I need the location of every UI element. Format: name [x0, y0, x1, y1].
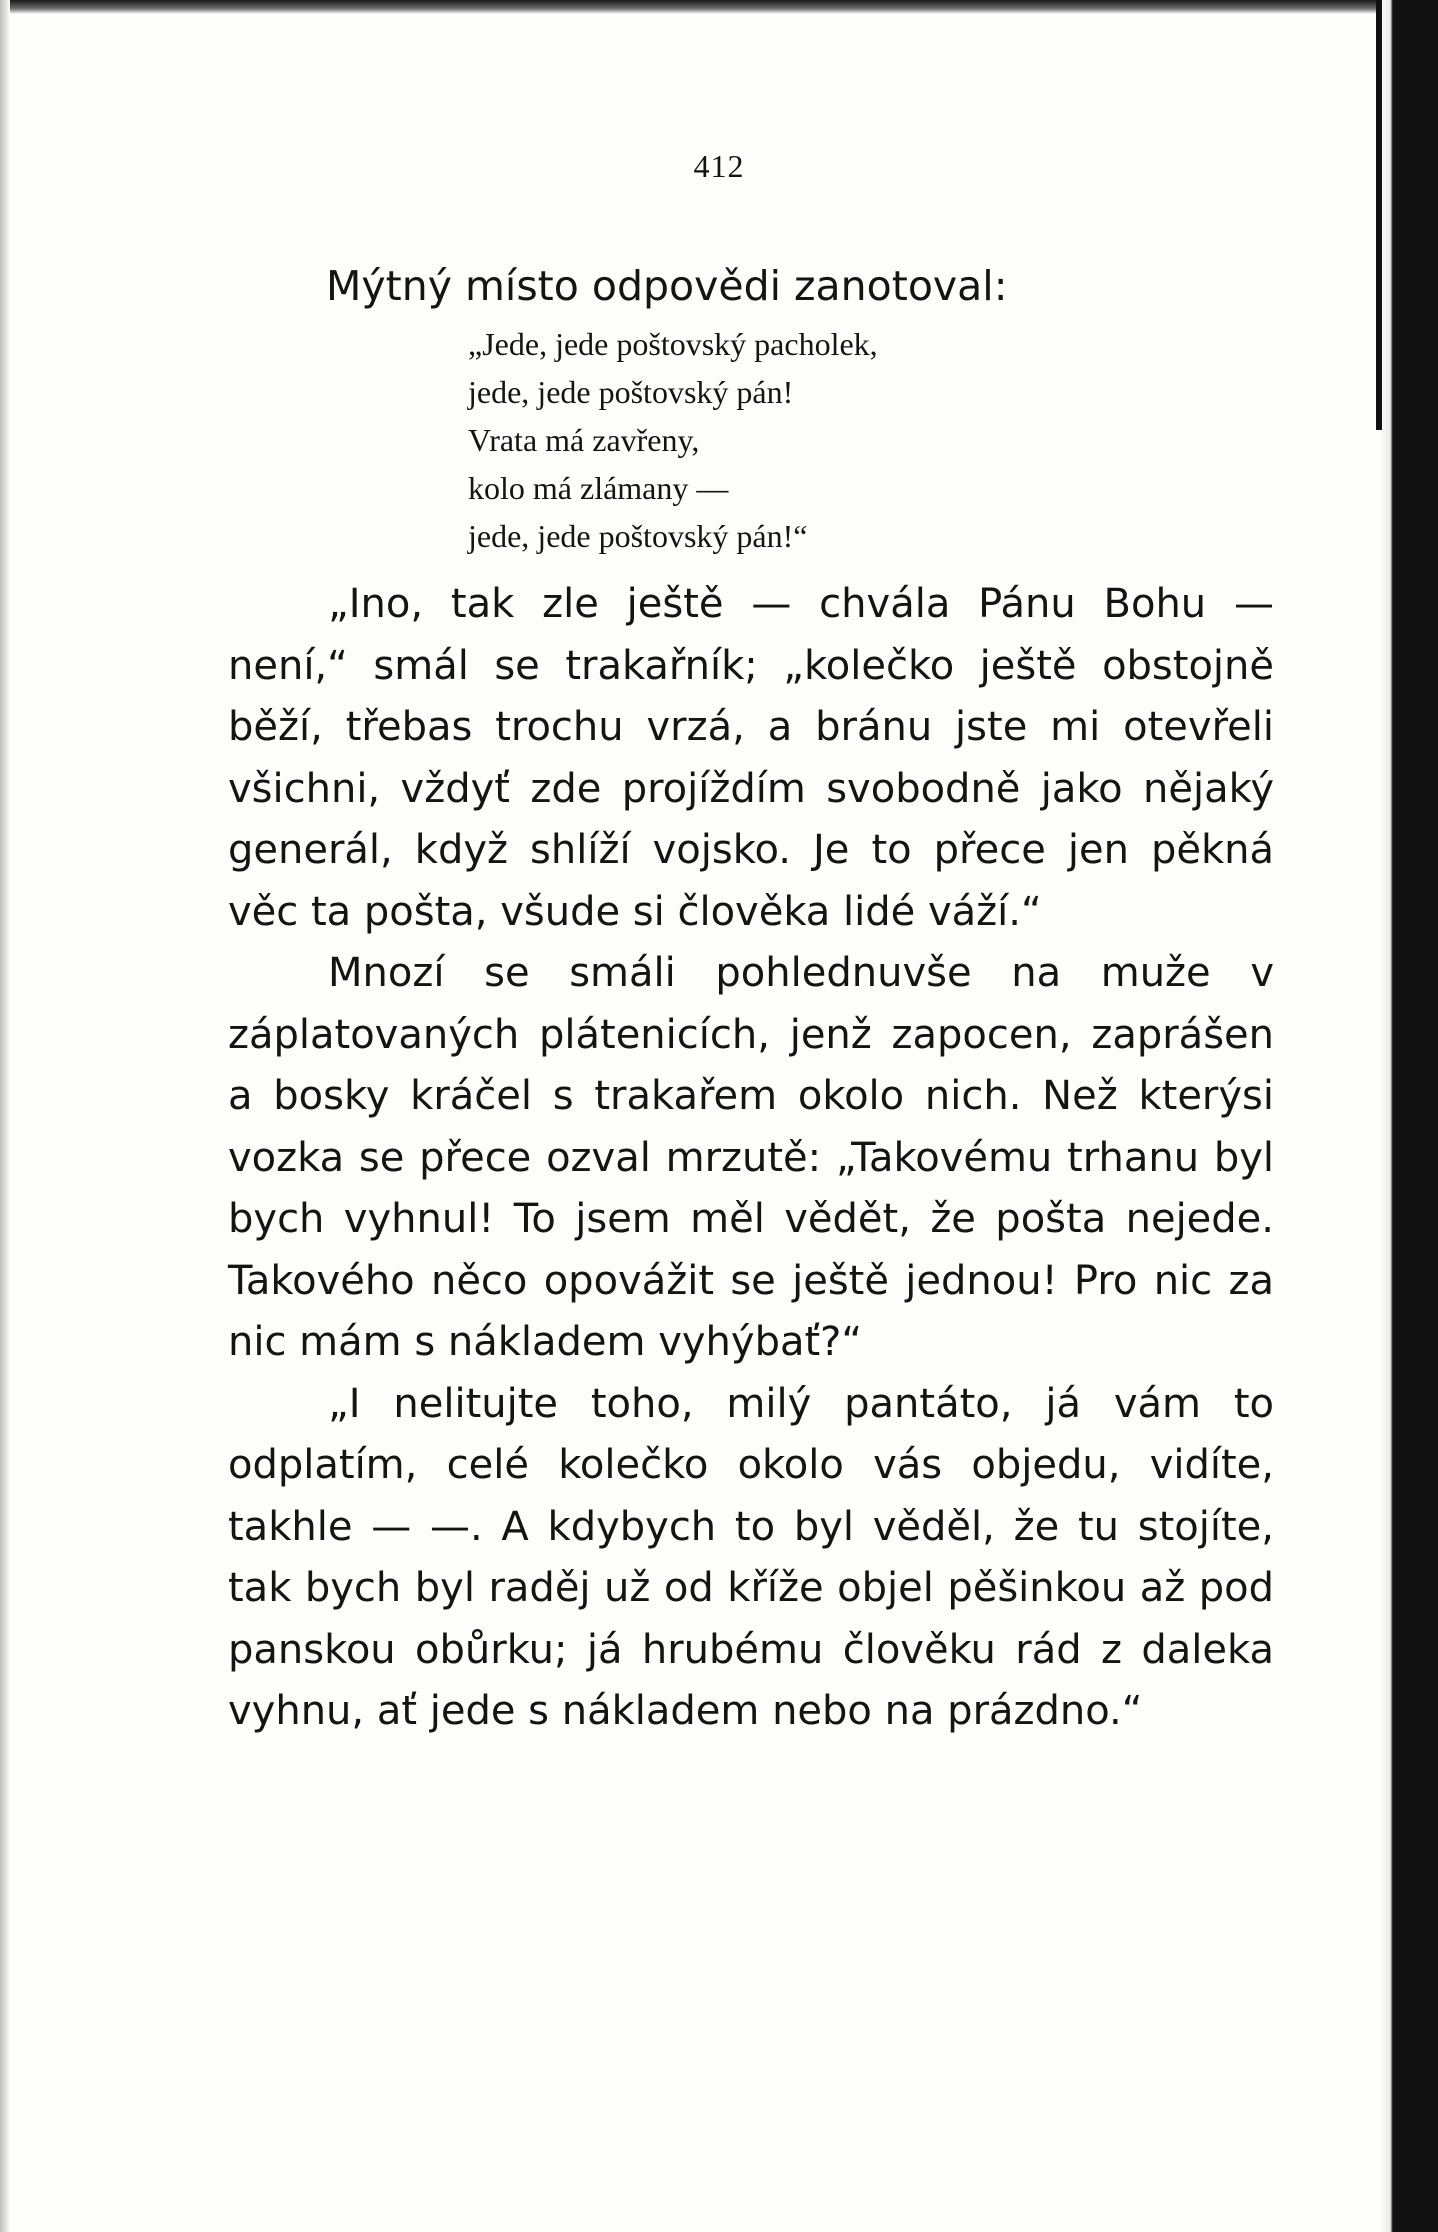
verse-line: Vrata má zavřeny,	[468, 422, 700, 458]
paragraph: Mnozí se smáli pohlednuvše na muže v záplatovaných plátenicích, jenž zapocen, zaprášen a bosky kráčel s trakařem okolo nich. Než kterýsi vozka se přece ozval mrzutě: „Takovému trhanu byl bych vyhnul! To jsem měl vědět, že pošta nejede. Takového něco opovážit se ještě jednou! Pro nic za nic mám s nákladem vyhýbať?“	[228, 950, 1274, 1365]
verse-line: jede, jede poštovský pán!“	[468, 518, 808, 554]
lead-line: Mýtný místo odpovědi zanotoval:	[326, 262, 1008, 310]
verse-line: „Jede, jede poštovský pacholek,	[468, 326, 878, 362]
scan-edge-left	[0, 0, 10, 2232]
scan-edge-right	[1380, 0, 1438, 2232]
verse-line: kolo má zlámany —	[468, 470, 729, 506]
page-text	[228, 256, 1274, 1743]
verse-line: jede, jede poštovský pán!	[468, 374, 794, 410]
scan-edge-top	[0, 0, 1438, 14]
paragraph: „I nelitujte toho, milý pantáto, já vám to odplatím, celé kolečko okolo vás objedu, vidíte, takhle — —. A kdybych to byl věděl, že tu stojíte, tak bych byl raděj už od kříže objel pěšinkou až pod panskou obůrku; já hrubému člověku rád z daleka vyhnu, ať jede s nákladem nebo na prázdno.“	[228, 1380, 1274, 1734]
verse-block	[468, 320, 1274, 560]
paragraph: „Ino, tak zle ještě — chvála Pánu Bohu — není,“ smál se trakařník; „kolečko ještě obstojně běží, třebas trochu vrzá, a bránu jste mi otevřeli všichni, vždyť zde projíždím svobodně jako nějaký generál, když shlíží vojsko. Je to přece jen pěkná věc ta pošta, všude si člověka lidé váží.“	[228, 581, 1274, 935]
scan-edge-bar	[1376, 0, 1382, 430]
page-number: 412	[693, 148, 745, 184]
